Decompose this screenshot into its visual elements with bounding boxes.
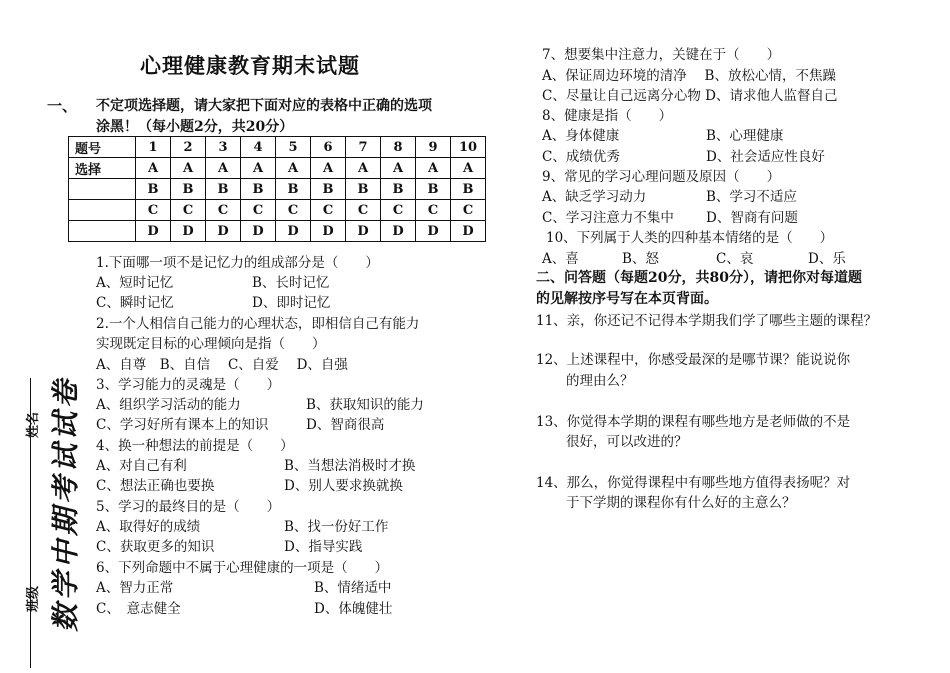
answer-table-header-row	[69, 137, 486, 158]
essay-question-13-cont: 很好，可以改进的？	[566, 434, 688, 450]
answer-option-cell[interactable]: B	[381, 179, 416, 200]
answer-option-cell[interactable]: D	[416, 221, 451, 242]
q1-option-a: A、短时记忆	[96, 275, 174, 291]
answer-option-cell[interactable]: B	[136, 179, 171, 200]
answer-col-number: 5	[276, 137, 311, 158]
question-2: 2.一个人相信自己能力的心理状态，即相信自己有能力	[96, 316, 420, 332]
answer-option-cell[interactable]: C	[171, 200, 206, 221]
exam-name-vertical: 数学中期考试试卷	[49, 375, 82, 632]
q5-option-a: A、取得好的成绩	[96, 519, 201, 535]
answer-option-cell[interactable]: B	[346, 179, 381, 200]
answer-option-cell[interactable]: A	[451, 158, 486, 179]
section1-instruction-line2: 涂黑！（每小题2分，共20分）	[96, 119, 294, 135]
q2-options: A、自尊 B、自信 C、自爱 D、自强	[96, 357, 348, 373]
answer-option-cell[interactable]: A	[136, 158, 171, 179]
answer-option-cell[interactable]: B	[416, 179, 451, 200]
answer-col-number: 3	[206, 137, 241, 158]
answer-table-header-label: 题号	[69, 137, 136, 158]
answer-table	[68, 136, 486, 242]
section1-instruction-line1: 不定项选择题，请大家把下面对应的表格中正确的选项	[96, 98, 432, 114]
answer-table-row-label: 选择	[69, 158, 136, 179]
q5-option-b: B、找一份好工作	[284, 519, 389, 535]
q4-option-d: D、别人要求换就换	[284, 478, 403, 494]
section2-instruction-line1: 二、问答题（每题20分，共80分），请把你对每道题	[536, 270, 862, 286]
answer-option-cell[interactable]: A	[311, 158, 346, 179]
answer-option-cell[interactable]: A	[276, 158, 311, 179]
answer-option-cell[interactable]: B	[276, 179, 311, 200]
answer-option-cell[interactable]: D	[136, 221, 171, 242]
class-label: 班级	[26, 585, 41, 612]
answer-option-cell[interactable]: C	[136, 200, 171, 221]
answer-option-cell[interactable]: B	[206, 179, 241, 200]
answer-table-blank-cell	[69, 221, 136, 242]
essay-question-12-cont: 的理由么？	[566, 373, 634, 389]
q1-option-b: B、长时记忆	[252, 275, 330, 291]
q9-option-d: D、智商有问题	[706, 210, 798, 226]
q10-option-b: B、怒	[622, 251, 659, 267]
answer-option-cell[interactable]: C	[276, 200, 311, 221]
q6-option-d: D、体魄健壮	[314, 601, 393, 617]
section2-instruction-line2: 的见解按序号写在本页背面。	[536, 291, 718, 307]
answer-option-cell[interactable]: B	[311, 179, 346, 200]
answer-option-cell[interactable]: D	[276, 221, 311, 242]
answer-col-number: 7	[346, 137, 381, 158]
question-10: 10、下列属于人类的四种基本情绪的是（ ）	[546, 230, 834, 246]
essay-question-11: 11、亲，你还记不记得本学期我们学了哪些主题的课程？	[536, 313, 878, 329]
q5-option-d: D、指导实践	[284, 539, 363, 555]
essay-question-13: 13、你觉得本学期的课程有哪些地方是老师做的不是	[536, 414, 851, 430]
q3-option-a: A、组织学习活动的能力	[96, 397, 241, 413]
answer-col-number: 1	[136, 137, 171, 158]
answer-option-cell[interactable]: D	[171, 221, 206, 242]
question-4: 4、换一种想法的前提是（ ）	[96, 438, 294, 454]
question-3: 3、学习能力的灵魂是（ ）	[96, 377, 281, 393]
q9-option-a: A、缺乏学习动力	[542, 189, 647, 205]
answer-option-cell[interactable]: D	[381, 221, 416, 242]
q3-option-d: D、智商很高	[306, 417, 385, 433]
answer-option-cell[interactable]: A	[381, 158, 416, 179]
answer-col-number: 6	[311, 137, 346, 158]
answer-col-number: 9	[416, 137, 451, 158]
q8-option-d: D、社会适应性良好	[706, 149, 825, 165]
answer-option-cell[interactable]: A	[416, 158, 451, 179]
question-5: 5、学习的最终目的是（ ）	[96, 499, 281, 515]
q1-option-c: C、瞬时记忆	[96, 295, 174, 311]
q8-option-a: A、身体健康	[542, 128, 620, 144]
q10-option-a: A、喜	[542, 251, 579, 267]
q10-option-c: C、哀	[716, 251, 754, 267]
page-title: 心理健康教育期末试题	[140, 53, 360, 78]
answer-option-cell[interactable]: C	[381, 200, 416, 221]
answer-table-row	[69, 221, 486, 242]
answer-option-cell[interactable]: B	[241, 179, 276, 200]
answer-col-number: 2	[171, 137, 206, 158]
q4-option-c: C、想法正确也要换	[96, 478, 215, 494]
answer-option-cell[interactable]: A	[346, 158, 381, 179]
q4-option-a: A、对自己有利	[96, 458, 187, 474]
section1-number: 一、	[47, 97, 78, 115]
q3-option-c: C、学习好所有课本上的知识	[96, 417, 269, 433]
question-9: 9、常见的学习心理问题及原因（ ）	[542, 169, 781, 185]
question-6: 6、下列命题中不属于心理健康的一项是（ ）	[96, 560, 389, 576]
answer-option-cell[interactable]: B	[171, 179, 206, 200]
essay-question-14: 14、那么，你觉得课程中有哪些地方值得表扬呢？对	[536, 475, 851, 491]
answer-option-cell[interactable]: D	[206, 221, 241, 242]
answer-option-cell[interactable]: C	[311, 200, 346, 221]
answer-table-blank-cell	[69, 200, 136, 221]
binding-margin	[26, 375, 90, 670]
answer-col-number: 8	[381, 137, 416, 158]
question-2-cont: 实现既定目标的心理倾向是指（ ）	[96, 336, 326, 352]
answer-option-cell[interactable]: D	[451, 221, 486, 242]
essay-question-14-cont: 于下学期的课程你有什么好的主意么？	[566, 495, 796, 511]
essay-question-12: 12、上述课程中，你感受最深的是哪节课？能说说你	[536, 352, 851, 368]
q8-option-b: B、心理健康	[706, 128, 784, 144]
q6-option-c: C、 意志健全	[96, 601, 181, 617]
answer-option-cell[interactable]: C	[241, 200, 276, 221]
answer-option-cell[interactable]: A	[241, 158, 276, 179]
answer-col-number: 4	[241, 137, 276, 158]
question-1: 1.下面哪一项不是记忆力的组成部分是（ ）	[96, 255, 379, 271]
q3-option-b: B、获取知识的能力	[306, 397, 424, 413]
q7-options-line2: C、尽量让自己远离分心物 D、请求他人监督自己	[542, 88, 838, 104]
answer-option-cell[interactable]: D	[311, 221, 346, 242]
answer-table-row	[69, 200, 486, 221]
question-7: 7、想要集中注意力，关键在于（ ）	[542, 47, 781, 63]
answer-option-cell[interactable]: A	[206, 158, 241, 179]
question-8: 8、健康是指（ ）	[542, 108, 673, 124]
answer-option-cell[interactable]: C	[451, 200, 486, 221]
name-label: 姓名	[26, 411, 41, 438]
q8-option-c: C、成绩优秀	[542, 149, 620, 165]
q5-option-c: C、获取更多的知识	[96, 539, 215, 555]
answer-option-cell[interactable]: C	[416, 200, 451, 221]
answer-option-cell[interactable]: C	[346, 200, 381, 221]
q6-option-a: A、智力正常	[96, 580, 174, 596]
q9-option-b: B、学习不适应	[706, 189, 797, 205]
answer-table-blank-cell	[69, 179, 136, 200]
answer-option-cell[interactable]: B	[451, 179, 486, 200]
answer-option-cell[interactable]: C	[206, 200, 241, 221]
q10-option-d: D、乐	[808, 251, 846, 267]
answer-option-cell[interactable]: A	[171, 158, 206, 179]
answer-table-row	[69, 158, 486, 179]
answer-option-cell[interactable]: D	[241, 221, 276, 242]
q9-option-c: C、学习注意力不集中	[542, 210, 674, 226]
answer-option-cell[interactable]: D	[346, 221, 381, 242]
answer-col-number: 10	[451, 137, 486, 158]
q6-option-b: B、情绪适中	[314, 580, 392, 596]
q4-option-b: B、当想法消极时才换	[284, 458, 416, 474]
answer-table-row	[69, 179, 486, 200]
q7-options-line1: A、保证周边环境的清净 B、放松心情，不焦躁	[542, 68, 836, 84]
q1-option-d: D、即时记忆	[252, 295, 331, 311]
